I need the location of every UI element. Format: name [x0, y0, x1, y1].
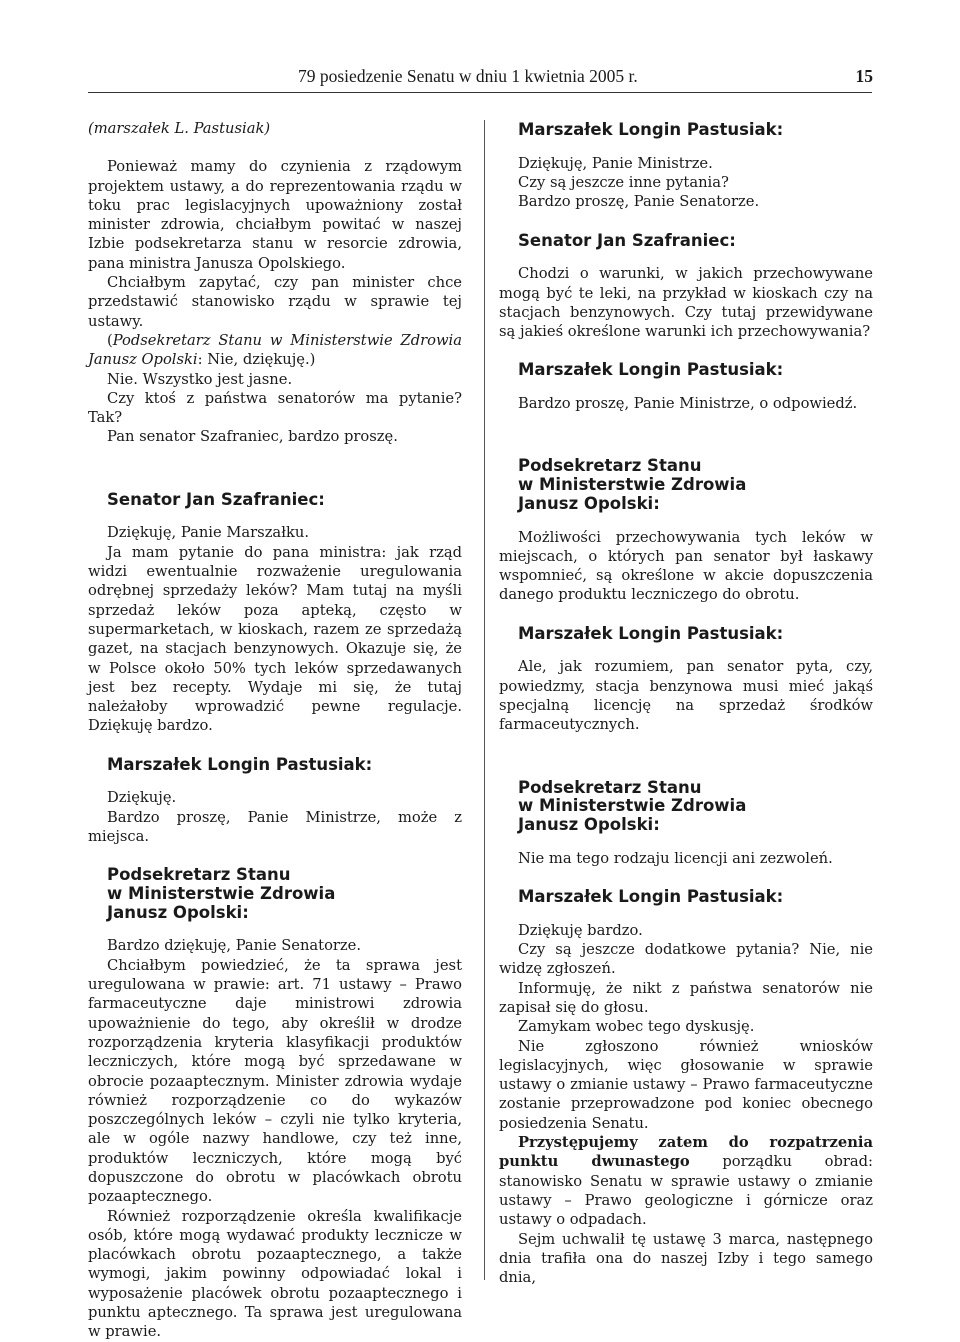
- left-column: [88, 119, 462, 1342]
- speaker-heading: Marszałek Longin Pastusiak:: [107, 754, 373, 774]
- right-column: [499, 119, 873, 1287]
- running-title: 79 posiedzenie Senatu w dniu 1 kwietnia 2005 r.: [298, 66, 638, 86]
- speaker-heading-line: Podsekretarz Stanu: [518, 777, 702, 797]
- column-divider: [484, 120, 485, 1280]
- paragraph: Bardzo proszę, Panie Senatorze.: [518, 193, 760, 211]
- paragraph: Chciałbym zapytać, czy pan minister chce przedstawić stanowisko rządu w sprawie tej ustawy.: [88, 274, 462, 330]
- paragraph: Chodzi o warunki, w jakich przechowywane mogą być te leki, na przykład w kioskach czy na stacjach benzynowych. Czy tutaj przewidywane są jakieś określone warunki ich przechowywania?: [499, 265, 873, 341]
- speaker-heading: Senator Jan Szafraniec:: [518, 230, 736, 250]
- speaker-heading-line: w Ministerstwie Zdrowia: [518, 475, 747, 495]
- speaker-heading: [499, 457, 873, 513]
- paragraph: Pan senator Szafraniec, bardzo proszę.: [107, 428, 398, 446]
- paragraph: Ponieważ mamy do czynienia z rządowym projektem ustawy, a do reprezentowania rządu w toku prac legislacyjnych upoważniony został minister zdrowia, chciałbym powitać w naszej Izbie podsekretarza stanu w resorcie zdrowia, pana ministra Janusza Opolskiego.: [88, 158, 462, 272]
- speaker-heading-line: Janusz Opolski:: [518, 815, 660, 835]
- paragraph: Dziękuję bardzo.: [518, 921, 643, 939]
- agenda-item-text: porządku obrad: stanowisko Senatu w sprawie ustawy o zmianie ustawy – Prawo geologiczne i górnicze oraz ustawy o odpadach.: [499, 1153, 874, 1229]
- agenda-item-announcement: Przystępujemy zatem do rozpatrzenia punktu dwunastego: [499, 1134, 873, 1171]
- paragraph: Informuję, że nikt z państwa senatorów nie zapisał się do głosu.: [499, 979, 873, 1016]
- paragraph: Nie ma tego rodzaju licencji ani zezwoleń.: [518, 849, 833, 867]
- speaker-heading: Marszałek Longin Pastusiak:: [518, 360, 784, 380]
- stage-direction-speaker: Podsekretarz Stanu w Ministerstwie Zdrowia Janusz Opolski: [88, 331, 462, 369]
- paragraph: Nie zgłoszono również wniosków legislacyjnych, więc głosowanie w sprawie ustawy o zmianie ustawy – Prawo farmaceutyczne zostanie przeprowadzone pod koniec obecnego posiedzenia Senatu.: [499, 1037, 873, 1132]
- paragraph: Dziękuję, Panie Marszałku.: [107, 524, 309, 542]
- paragraph: Ale, jak rozumiem, pan senator pyta, czy, powiedzmy, stacja benzynowa musi mieć jakąś specjalną licencję na sprzedaż środków farmaceutycznych.: [499, 658, 873, 734]
- speaker-heading-line: Janusz Opolski:: [107, 902, 249, 922]
- paragraph: Czy są jeszcze dodatkowe pytania? Nie, nie widzę zgłoszeń.: [499, 941, 873, 978]
- speaker-heading: [88, 866, 462, 922]
- paren-open: (: [107, 331, 113, 349]
- speaker-continuation: (marszałek L. Pastusiak): [88, 120, 271, 137]
- speaker-heading-line: w Ministerstwie Zdrowia: [107, 884, 336, 904]
- paragraph: [499, 1133, 873, 1229]
- stage-direction-text: : Nie, dziękuję.): [197, 351, 316, 369]
- paragraph: Bardzo proszę, Panie Ministrze, o odpowiedź.: [518, 395, 858, 413]
- paragraph: Dziękuję.: [107, 789, 177, 807]
- speaker-heading-line: Podsekretarz Stanu: [107, 865, 291, 885]
- header-rule: [88, 92, 872, 93]
- stage-direction: [88, 331, 462, 370]
- speaker-heading: Marszałek Longin Pastusiak:: [518, 120, 784, 139]
- paragraph: Bardzo dziękuję, Panie Senatorze.: [107, 937, 362, 955]
- speaker-heading-line: w Ministerstwie Zdrowia: [518, 796, 747, 816]
- speaker-heading-line: Podsekretarz Stanu: [518, 456, 702, 476]
- paragraph: Bardzo proszę, Panie Ministrze, może z miejsca.: [88, 808, 462, 846]
- paragraph: Zamykam wobec tego dyskusję.: [518, 1018, 755, 1036]
- speaker-heading-line: Janusz Opolski:: [518, 493, 660, 513]
- paragraph: Ja mam pytanie do pana ministra: jak rząd widzi ewentualnie rozważenie uregulowania odrębnej sprzedaży leków? Mam tutaj na myśli sprzedaż leków poza apteką, często w supermarketach, w kioskach, razem ze sprzedażą gazet, na stacjach benzynowych. Okazuje się, że w Polsce około 50% tych leków sprzedawanych jest bez recepty. Wydaje mi się, że tutaj należałoby wprowadzić pewne regulacje. Dziękuję bardzo.: [88, 543, 462, 735]
- paragraph: Czy są jeszcze inne pytania?: [518, 174, 729, 191]
- running-header: [88, 66, 873, 90]
- speaker-heading: [499, 779, 873, 835]
- speaker-heading: Senator Jan Szafraniec:: [107, 489, 325, 509]
- paragraph: Nie. Wszystko jest jasne.: [107, 370, 293, 388]
- paragraph: Również rozporządzenie określa kwalifikacje osób, które mogą wydawać produkty lecznicze w placówkach obrotu pozaaptecznego, a także wymogi, jakim powinny odpowiadać lokal i wyposażenie placówek obrotu pozaaptecznego i punktu aptecznego. Ta sprawa jest uregulowana w prawie.: [88, 1207, 462, 1341]
- paragraph: Chciałbym powiedzieć, że ta sprawa jest uregulowana w prawie: art. 71 ustawy – Prawo farmaceutyczne daje ministrowi zdrowia upoważnienie do tego, aby określił w drodze rozporządzenia kryteria klasyfikacji produktów leczniczych, które mogą być sprzedawane w obrocie pozaaptecznym. Minister zdrowia wydaje również rozporządzenie co do wykazów poszczególnych leków – czyli nie tylko kryteria, ale w ogóle nazwy handlowe, czy też inne, produktów leczniczych, które mogą być dopuszczone do obrotu w placówkach obrotu pozaaptecznego.: [88, 956, 462, 1206]
- paragraph: Możliwości przechowywania tych leków w miejscach, o których pan senator był łaskawy wspomnieć, są określone w akcie dopuszczenia danego produktu leczniczego do obrotu.: [499, 528, 873, 604]
- paragraph: Dziękuję, Panie Ministrze.: [518, 154, 713, 172]
- speaker-heading: Marszałek Longin Pastusiak:: [518, 887, 784, 907]
- page-number: 15: [855, 66, 873, 86]
- paragraph: Czy ktoś z państwa senatorów ma pytanie? Tak?: [88, 389, 462, 427]
- speaker-heading: Marszałek Longin Pastusiak:: [518, 623, 784, 643]
- paragraph: Sejm uchwalił tę ustawę 3 marca, następnego dnia trafiła ona do naszej Izby i tego samego dnia,: [499, 1230, 873, 1287]
